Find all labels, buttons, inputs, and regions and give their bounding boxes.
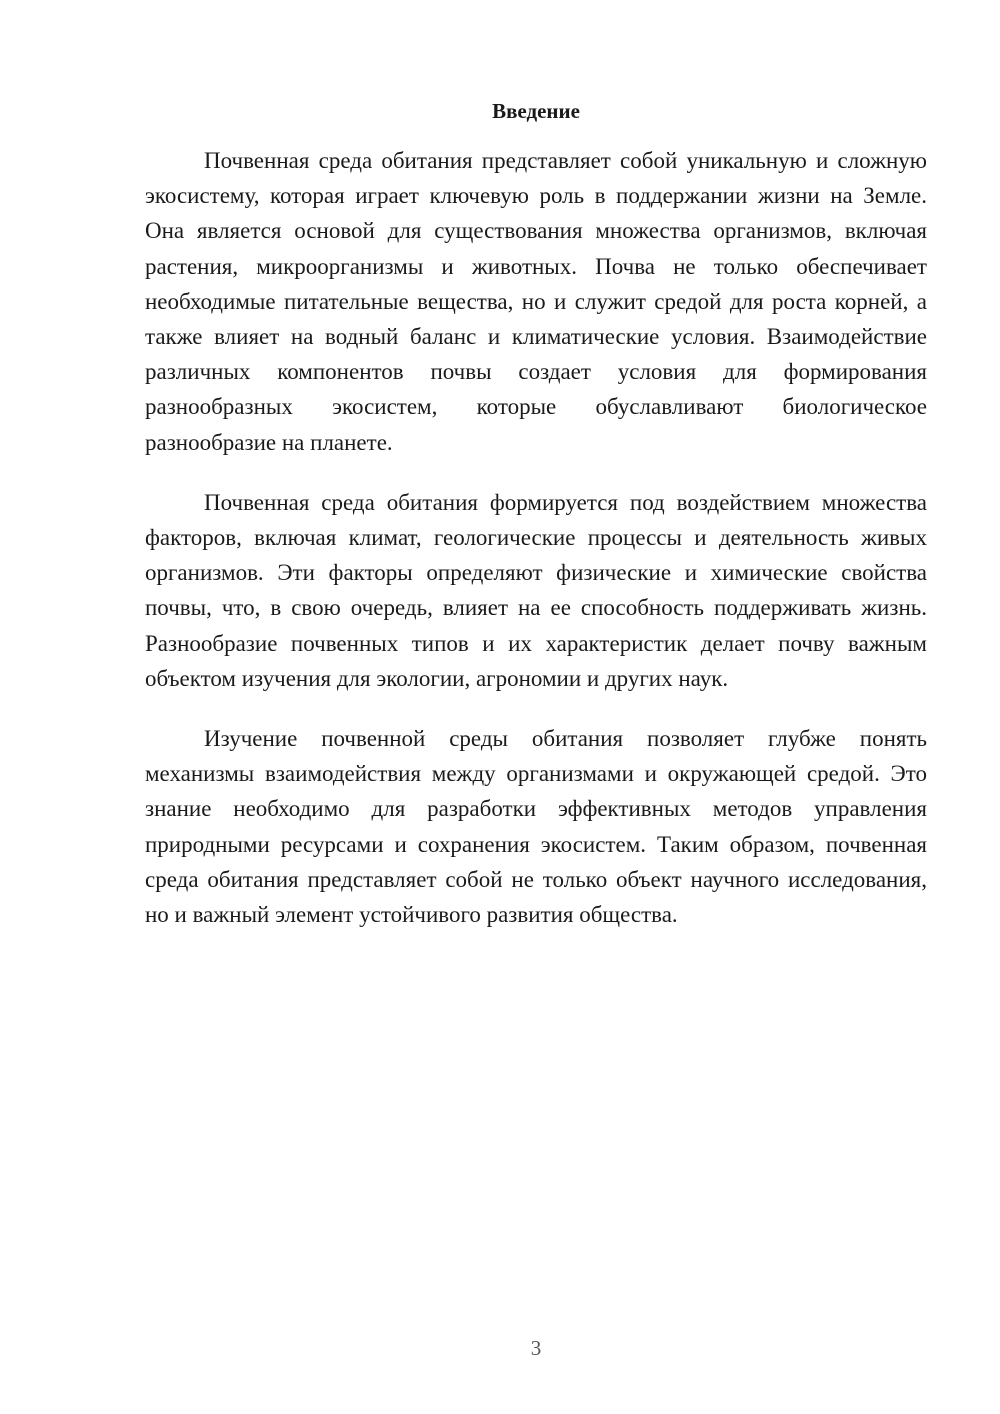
body-text — [145, 143, 927, 957]
page-title: Введение — [492, 99, 580, 123]
page-number: 3 — [530, 1336, 542, 1360]
paragraph-1: Почвенная среда обитания представляет собой уникальную и сложную экосистему, которая играет ключевую роль в поддержании жизни на Земле. Она является основой для существования множества организмов, включая растения, микроорганизмы и животных. Почва не только обеспечивает необходимые питательные вещества, но и служит средой для роста корней, а также влияет на водный баланс и климатические условия. Взаимодействие различных компонентов почвы создает условия для формирования разнообразных экосистем, которые обуславливают биологическое разнообразие на планете. — [145, 148, 927, 455]
paragraph-2: Почвенная среда обитания формируется под воздействием множества факторов, включая климат, геологические процессы и деятельность живых организмов. Эти факторы определяют физические и химические свойства почвы, что, в свою очередь, влияет на ее способность поддерживать жизнь. Разнообразие почвенных типов и их характеристик делает почву важным объектом изучения для экологии, агрономии и других наук. — [145, 489, 927, 691]
paragraph-3: Изучение почвенной среды обитания позволяет глубже понять механизмы взаимодействия между организмами и окружающей средой. Это знание необходимо для разработки эффективных методов управления природными ресурсами и сохранения экосистем. Таким образом, почвенная среда обитания представляет собой не только объект научного исследования, но и важный элемент устойчивого развития общества. — [145, 726, 927, 928]
